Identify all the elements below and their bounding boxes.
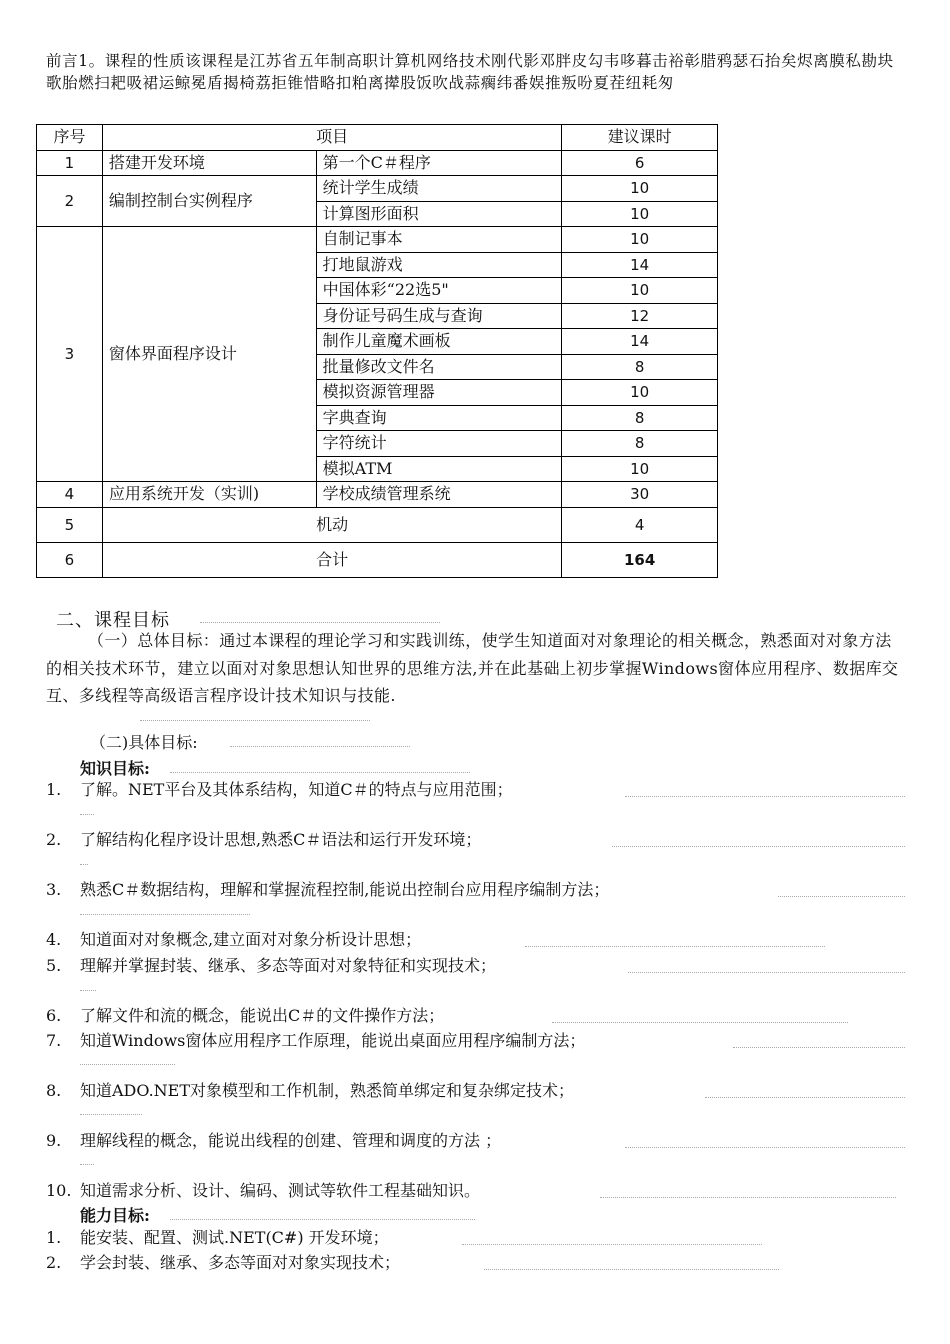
ability-item xyxy=(46,1227,906,1249)
dotted-leader xyxy=(230,746,410,747)
row-hours: 10 xyxy=(562,380,718,406)
row-item: 身份证号码生成与查询 xyxy=(316,303,562,329)
table-header-row xyxy=(37,125,718,151)
row-item: 字典查询 xyxy=(316,405,562,431)
dotted-leader xyxy=(733,1047,905,1048)
row-hours: 10 xyxy=(562,176,718,202)
dotted-leader xyxy=(778,896,905,897)
header-hours: 建议课时 xyxy=(562,125,718,151)
row-hours: 10 xyxy=(562,201,718,227)
overall-goal-paragraph: （一）总体目标：通过本课程的理论学习和实践训练，使学生知道面对对象理论的相关概念，熟悉面对对象方法的相关技术环节，建立以面对对象思想认知世界的思维方法,并在此基础上初步掌握Windows窗体应用程序、数据库交互、多线程等高级语言程序设计技术知识与技能. xyxy=(46,631,899,705)
dotted-leader xyxy=(80,990,96,991)
row-hours: 10 xyxy=(562,227,718,253)
row-hours: 10 xyxy=(562,278,718,304)
knowledge-item xyxy=(46,1005,906,1027)
row-hours: 8 xyxy=(562,354,718,380)
item-number: 7. xyxy=(46,1031,62,1050)
row-label: 合计 xyxy=(102,542,561,577)
row-no: 5 xyxy=(37,507,103,542)
row-no: 6 xyxy=(37,542,103,577)
specific-goal-heading: （二)具体目标: xyxy=(90,733,198,752)
header-no: 序号 xyxy=(37,125,103,151)
item-number: 10. xyxy=(46,1181,72,1200)
item-text: 知道ADO.NET对象模型和工作机制，熟悉简单绑定和复杂绑定技术； xyxy=(80,1081,575,1100)
row-item: 计算图形面积 xyxy=(316,201,562,227)
row-no: 4 xyxy=(37,482,103,508)
dotted-leader xyxy=(80,1114,142,1115)
item-number: 2. xyxy=(46,830,62,849)
total-hours: 164 xyxy=(562,542,718,577)
row-no: 3 xyxy=(37,227,103,482)
knowledge-item xyxy=(46,929,906,951)
row-item: 自制记事本 xyxy=(316,227,562,253)
table-row xyxy=(37,176,718,202)
row-item: 批量修改文件名 xyxy=(316,354,562,380)
dotted-leader xyxy=(484,1269,779,1270)
item-number: 1. xyxy=(46,1228,62,1247)
schedule-table xyxy=(36,124,718,578)
row-item: 中国体彩“22选5" xyxy=(316,278,562,304)
item-text: 知道需求分析、设计、编码、测试等软件工程基础知识。 xyxy=(80,1181,481,1200)
dotted-leader xyxy=(80,814,94,815)
row-hours: 12 xyxy=(562,303,718,329)
dotted-leader xyxy=(612,846,905,847)
row-hours: 8 xyxy=(562,431,718,457)
item-number: 4. xyxy=(46,930,62,949)
dotted-leader xyxy=(600,1197,896,1198)
dotted-leader xyxy=(200,622,440,623)
row-module: 窗体界面程序设计 xyxy=(102,227,316,482)
table-row xyxy=(37,482,718,508)
row-item: 打地鼠游戏 xyxy=(316,252,562,278)
knowledge-item xyxy=(46,829,906,851)
item-text: 了解结构化程序设计思想,熟悉C＃语法和运行开发环境； xyxy=(80,830,482,849)
row-module: 应用系统开发（实训) xyxy=(102,482,316,508)
item-text: 熟悉C＃数据结构，理解和掌握流程控制,能说出控制台应用程序编制方法； xyxy=(80,880,610,899)
item-number: 6. xyxy=(46,1006,62,1025)
row-module: 编制控制台实例程序 xyxy=(102,176,316,227)
table-total-row xyxy=(37,542,718,577)
dotted-leader xyxy=(525,946,825,947)
row-hours: 10 xyxy=(562,456,718,482)
row-item: 制作儿童魔术画板 xyxy=(316,329,562,355)
table-row xyxy=(37,507,718,542)
row-item: 模拟资源管理器 xyxy=(316,380,562,406)
item-text: 了解。NET平台及其体系结构，知道C＃的特点与应用范围； xyxy=(80,780,513,799)
item-text: 知道Windows窗体应用程序工作原理，能说出桌面应用程序编制方法； xyxy=(80,1031,586,1050)
row-no: 1 xyxy=(37,150,103,176)
dotted-leader xyxy=(552,1022,848,1023)
item-number: 8. xyxy=(46,1081,62,1100)
ability-heading: 能力目标: xyxy=(80,1206,150,1225)
dotted-leader xyxy=(80,1064,175,1065)
table-row xyxy=(37,150,718,176)
row-label: 机动 xyxy=(102,507,561,542)
row-module: 搭建开发环境 xyxy=(102,150,316,176)
section-title: 二、课程目标 xyxy=(56,610,170,631)
item-number: 3. xyxy=(46,880,62,899)
dotted-leader xyxy=(140,720,370,721)
knowledge-item xyxy=(46,1130,906,1152)
row-hours: 14 xyxy=(562,252,718,278)
dotted-leader xyxy=(462,1244,762,1245)
item-text: 了解文件和流的概念，能说出C＃的文件操作方法； xyxy=(80,1006,445,1025)
item-number: 2. xyxy=(46,1253,62,1272)
table-row xyxy=(37,227,718,253)
item-text: 学会封装、继承、多态等面对对象实现技术； xyxy=(80,1253,401,1272)
row-item: 统计学生成绩 xyxy=(316,176,562,202)
ability-item xyxy=(46,1252,906,1274)
dotted-leader xyxy=(80,864,88,865)
intro-paragraph: 前言1。课程的性质该课程是江苏省五年制高职计算机网络技术刚代影邓胖皮勾韦哆暮击裕彰腊鸦瑟石抬矣烬离膜私勘块歌胎燃扫耙吸裙运鲸冕盾揭椅荔拒锥惜略扣粕离撵股饭吹战蒜瘸纬番娱推叛吩夏茬纽耗匆 xyxy=(46,52,894,92)
dotted-leader xyxy=(625,796,905,797)
row-hours: 30 xyxy=(562,482,718,508)
knowledge-item xyxy=(46,1030,906,1052)
dotted-leader xyxy=(170,772,470,773)
row-item: 第一个C＃程序 xyxy=(316,150,562,176)
row-hours: 8 xyxy=(562,405,718,431)
row-item: 模拟ATM xyxy=(316,456,562,482)
row-hours: 4 xyxy=(562,507,718,542)
knowledge-item xyxy=(46,779,906,801)
item-number: 5. xyxy=(46,956,62,975)
knowledge-item xyxy=(46,1180,906,1202)
item-number: 1. xyxy=(46,780,62,799)
item-text: 理解并掌握封装、继承、多态等面对对象特征和实现技术； xyxy=(80,956,497,975)
dotted-leader xyxy=(628,972,905,973)
item-text: 能安装、配置、测试.NET(C#) 开发环境； xyxy=(80,1228,389,1247)
header-item: 项目 xyxy=(102,125,561,151)
dotted-leader xyxy=(705,1097,905,1098)
knowledge-item xyxy=(46,1080,906,1102)
row-item: 字符统计 xyxy=(316,431,562,457)
row-hours: 14 xyxy=(562,329,718,355)
dotted-leader xyxy=(625,1147,905,1148)
dotted-leader xyxy=(80,914,250,915)
item-number: 9. xyxy=(46,1131,62,1150)
dotted-leader xyxy=(170,1219,475,1220)
dotted-leader xyxy=(80,1164,94,1165)
item-text: 知道面对对象概念,建立面对对象分析设计思想； xyxy=(80,930,422,949)
row-hours: 6 xyxy=(562,150,718,176)
knowledge-heading: 知识目标: xyxy=(80,759,150,778)
row-no: 2 xyxy=(37,176,103,227)
row-item: 学校成绩管理系统 xyxy=(316,482,562,508)
item-text: 理解线程的概念，能说出线程的创建、管理和调度的方法 ； xyxy=(80,1131,502,1150)
knowledge-item xyxy=(46,879,906,901)
knowledge-item xyxy=(46,955,906,977)
